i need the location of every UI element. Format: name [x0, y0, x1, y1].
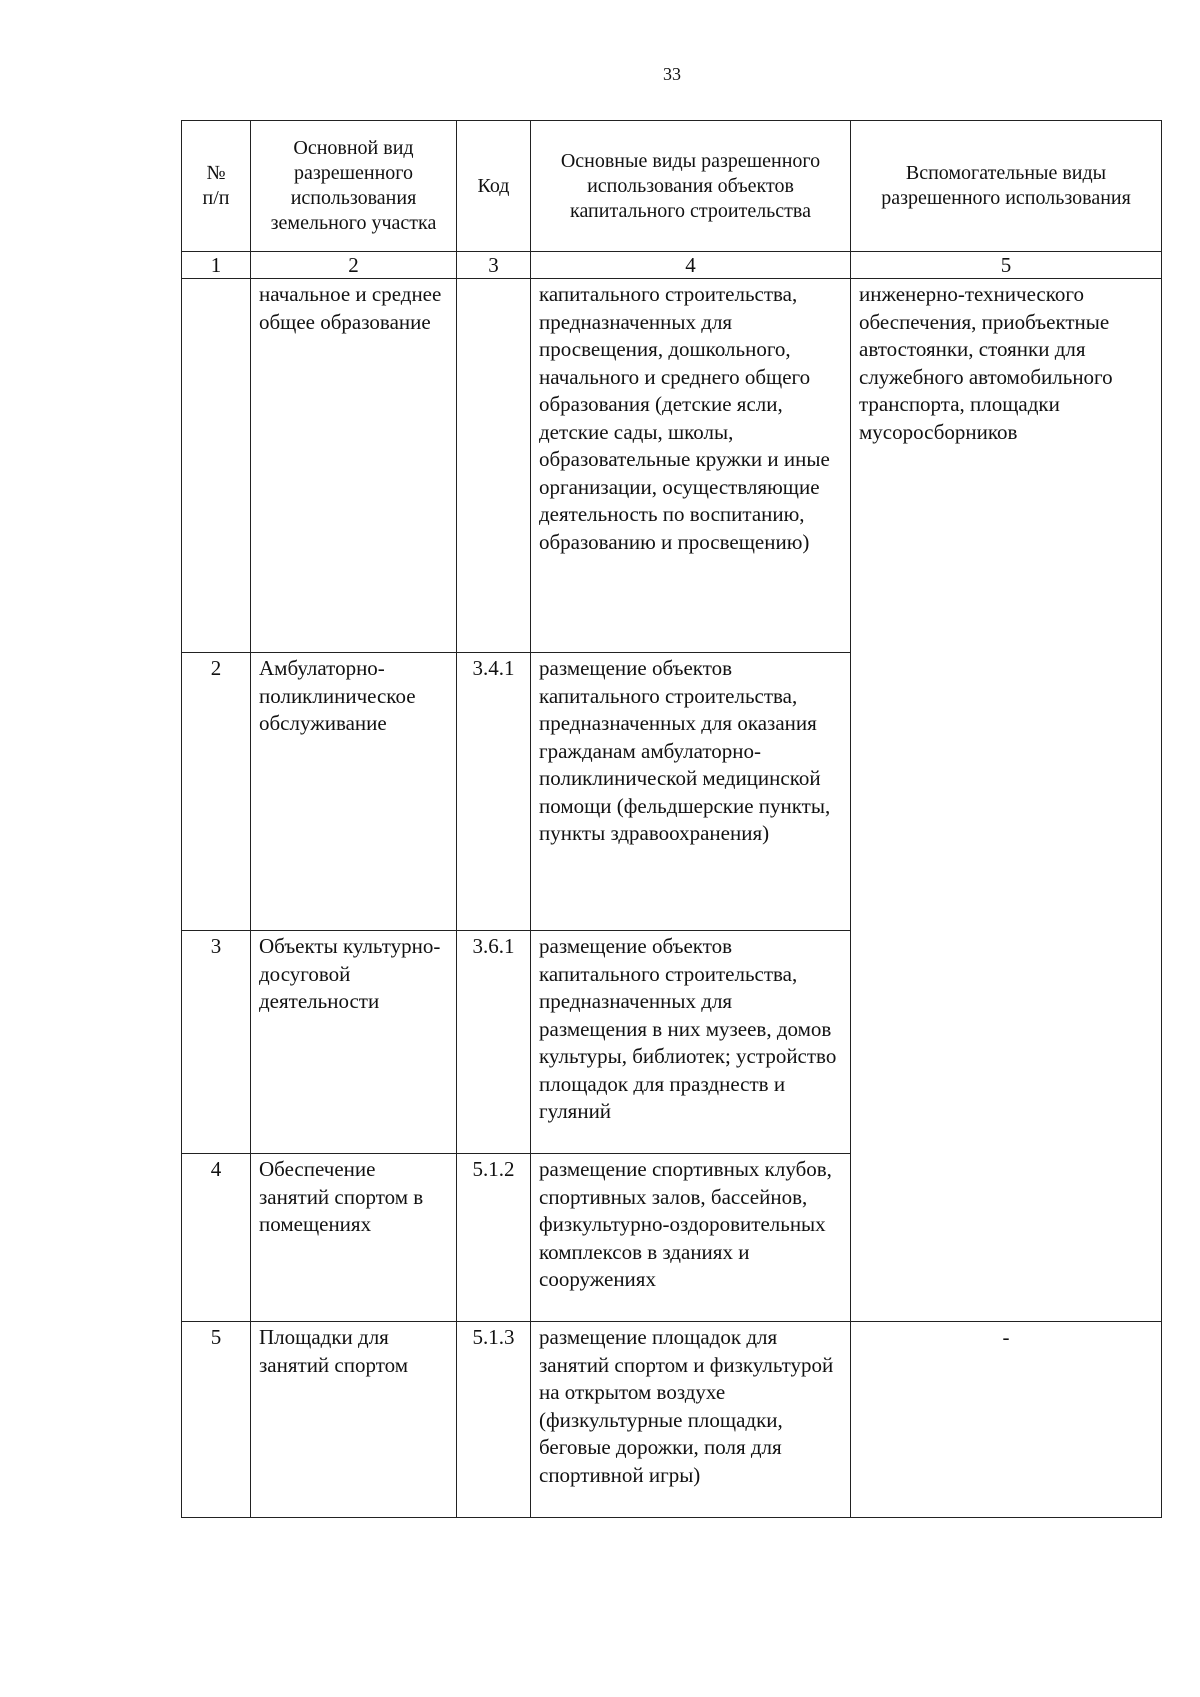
row-num: 4 — [182, 1154, 251, 1322]
row-code: 5.1.3 — [457, 1322, 531, 1518]
column-number: 5 — [851, 252, 1162, 279]
row-main-objects: размещение площадок для занятий спортом и физкультурой на открытом воздухе (физкультурные площадки, беговые дорожки, поля для спортивной игры) — [531, 1322, 851, 1518]
row-num: 5 — [182, 1322, 251, 1518]
row-num — [182, 279, 251, 653]
column-number: 4 — [531, 252, 851, 279]
header-num: № п/п — [182, 121, 251, 252]
row-main-type: начальное и среднее общее образование — [251, 279, 457, 653]
header-row — [182, 121, 1162, 252]
row-main-type: Обеспечение занятий спортом в помещениях — [251, 1154, 457, 1322]
row-code: 3.4.1 — [457, 653, 531, 931]
row-aux-merged: инженерно-технического обеспечения, приобъектные автостоянки, стоянки для служебного автомобильного транспорта, площадки мусоросборников — [851, 279, 1162, 1322]
row-main-objects: размещение спортивных клубов, спортивных залов, бассейнов, физкультурно-оздоровительных комплексов в зданиях и сооружениях — [531, 1154, 851, 1322]
column-number-row — [182, 252, 1162, 279]
column-number: 2 — [251, 252, 457, 279]
permitted-use-table — [181, 120, 1162, 1518]
column-number: 1 — [182, 252, 251, 279]
column-number: 3 — [457, 252, 531, 279]
row-code: 3.6.1 — [457, 931, 531, 1154]
header-code: Код — [457, 121, 531, 252]
row-main-objects: размещение объектов капитального строительства, предназначенных для размещения в них музеев, домов культуры, библиотек; устройство площадок для празднеств и гуляний — [531, 931, 851, 1154]
row-main-type: Площадки для занятий спортом — [251, 1322, 457, 1518]
row-code: 5.1.2 — [457, 1154, 531, 1322]
row-main-objects: размещение объектов капитального строительства, предназначенных для оказания гражданам амбулаторно-поликлинической медицинской помощи (фельдшерские пункты, пункты здравоохранения) — [531, 653, 851, 931]
page-number: 33 — [663, 64, 681, 84]
header-aux: Вспомогательные виды разрешенного использования — [851, 121, 1162, 252]
row-aux: - — [851, 1322, 1162, 1518]
table-row — [182, 279, 1162, 653]
row-main-objects: капитального строительства, предназначенных для просвещения, дошкольного, начального и среднего общего образования (детские ясли, детские сады, школы, образовательные кружки и иные организации, осуществляющие деятельность по воспитанию, образованию и просвещению) — [531, 279, 851, 653]
row-code — [457, 279, 531, 653]
header-main-objects: Основные виды разрешенного использования объектов капитального строительства — [531, 121, 851, 252]
row-main-type: Амбулаторно-поликлиническое обслуживание — [251, 653, 457, 931]
row-main-type: Объекты культурно-досуговой деятельности — [251, 931, 457, 1154]
row-num: 3 — [182, 931, 251, 1154]
row-num: 2 — [182, 653, 251, 931]
table-row — [182, 1322, 1162, 1518]
header-main-type: Основной вид разрешенного использования земельного участка — [251, 121, 457, 252]
